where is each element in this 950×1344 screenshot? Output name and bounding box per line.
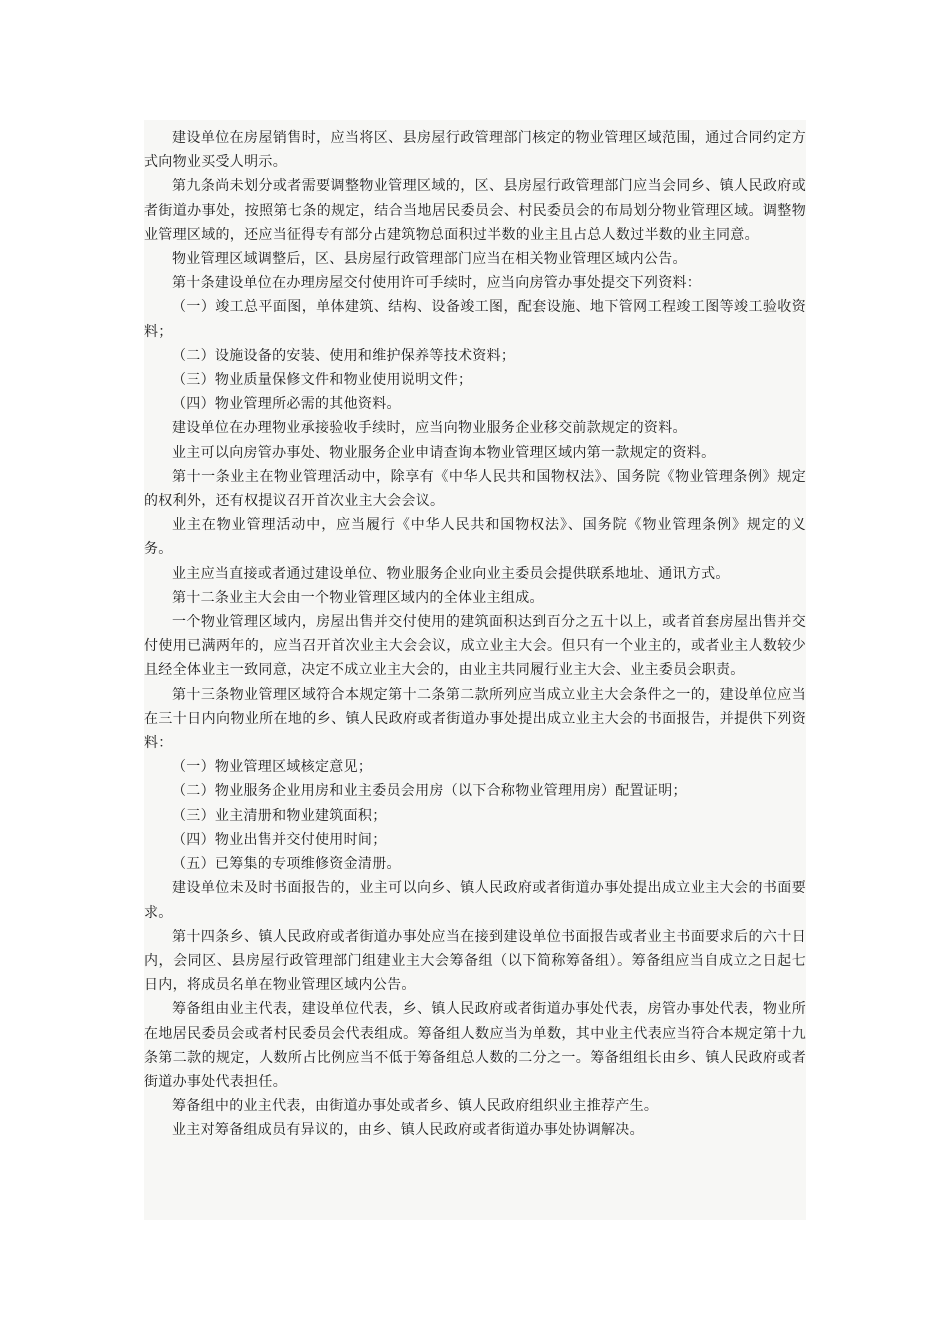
list-item: （五）已筹集的专项维修资金清册。 <box>172 856 401 873</box>
list-item: （一）物业管理区域核定意见； <box>172 759 373 776</box>
list-item: （二）物业服务企业用房和业主委员会用房（以下合称物业管理用房）配置证明； <box>172 783 687 800</box>
list-item: （二）设施设备的安装、使用和维护保养等技术资料； <box>172 347 516 364</box>
paragraph: 第十一条业主在物业管理活动中，除享有《中华人民共和国物权法》、国务院《物业管理条例》规定的权利外，还有权提议召开首次业主大会会议。 <box>144 468 806 510</box>
paragraph: 第十二条业主大会由一个物业管理区域内的全体业主组成。 <box>172 589 544 606</box>
list-item: （四）物业管理所必需的其他资料。 <box>172 396 401 413</box>
list-item: （一）竣工总平面图，单体建筑、结构、设备竣工图，配套设施、地下管网工程竣工图等竣工验收资料； <box>144 299 806 340</box>
paragraph: 筹备组由业主代表，建设单位代表，乡、镇人民政府或者街道办事处代表，房管办事处代表，物业所在地居民委员会或者村民委员会代表组成。筹备组人数应当为单数，其中业主代表应当符合本规定第十九条第二款的规定，人数所占比例应当不低于筹备组总人数的二分之一。筹备组组长由乡、镇人民政府或者街道办事处代表担任。 <box>144 1001 806 1090</box>
paragraph: 第十四条乡、镇人民政府或者街道办事处应当在接到建设单位书面报告或者业主书面要求后的六十日内，会同区、县房屋行政管理部门组建业主大会筹备组（以下简称筹备组）。筹备组应当自成立之日起七日内，将成员名单在物业管理区域内公告。 <box>144 928 806 994</box>
paragraph: 第十三条物业管理区域符合本规定第十二条第二款所列应当成立业主大会条件之一的，建设单位应当在三十日内向物业所在地的乡、镇人民政府或者街道办事处提出成立业主大会的书面报告，并提供下列资料： <box>144 686 806 752</box>
paragraph: 建设单位在办理物业承接验收手续时，应当向物业服务企业移交前款规定的资料。 <box>172 420 687 437</box>
paragraph: 业主对筹备组成员有异议的，由乡、镇人民政府或者街道办事处协调解决。 <box>172 1122 644 1139</box>
paragraph: 第十条建设单位在办理房屋交付使用许可手续时，应当向房管办事处提交下列资料： <box>172 275 702 292</box>
list-item: （四）物业出售并交付使用时间； <box>172 831 387 848</box>
list-item: （三）业主清册和物业建筑面积； <box>172 807 387 824</box>
list-item: （三）物业质量保修文件和物业使用说明文件； <box>172 372 473 389</box>
paragraph: 建设单位未及时书面报告的，业主可以向乡、镇人民政府或者街道办事处提出成立业主大会的书面要求。 <box>144 880 806 921</box>
paragraph: 第九条尚未划分或者需要调整物业管理区域的，区、县房屋行政管理部门应当会同乡、镇人民政府或者街道办事处，按照第七条的规定，结合当地居民委员会、村民委员会的布局划分物业管理区域。调整物业管理区域的，还应当征得专有部分占建筑物总面积过半数的业主且占总人数过半数的业主同意。 <box>144 178 806 243</box>
paragraph: 业主应当直接或者通过建设单位、物业服务企业向业主委员会提供联系地址、通讯方式。 <box>172 565 730 582</box>
document-body <box>144 126 806 1143</box>
paragraph: 建设单位在房屋销售时，应当将区、县房屋行政管理部门核定的物业管理区域范围，通过合同约定方式向物业买受人明示。 <box>144 130 806 171</box>
paragraph: 一个物业管理区域内，房屋出售并交付使用的建筑面积达到百分之五十以上，或者首套房屋出售并交付使用已满两年的，应当召开首次业主大会会议，成立业主大会。但只有一个业主的，或者业主人数较少且经全体业主一致同意，决定不成立业主大会的，由业主共同履行业主大会、业主委员会职责。 <box>144 614 806 679</box>
paragraph: 业主可以向房管办事处、物业服务企业申请查询本物业管理区域内第一款规定的资料。 <box>172 444 716 461</box>
paragraph: 业主在物业管理活动中，应当履行《中华人民共和国物权法》、国务院《物业管理条例》规定的义务。 <box>144 517 806 558</box>
paragraph: 筹备组中的业主代表，由街道办事处或者乡、镇人民政府组织业主推荐产生。 <box>172 1098 659 1115</box>
paragraph: 物业管理区域调整后，区、县房屋行政管理部门应当在相关物业管理区域内公告。 <box>172 251 687 268</box>
